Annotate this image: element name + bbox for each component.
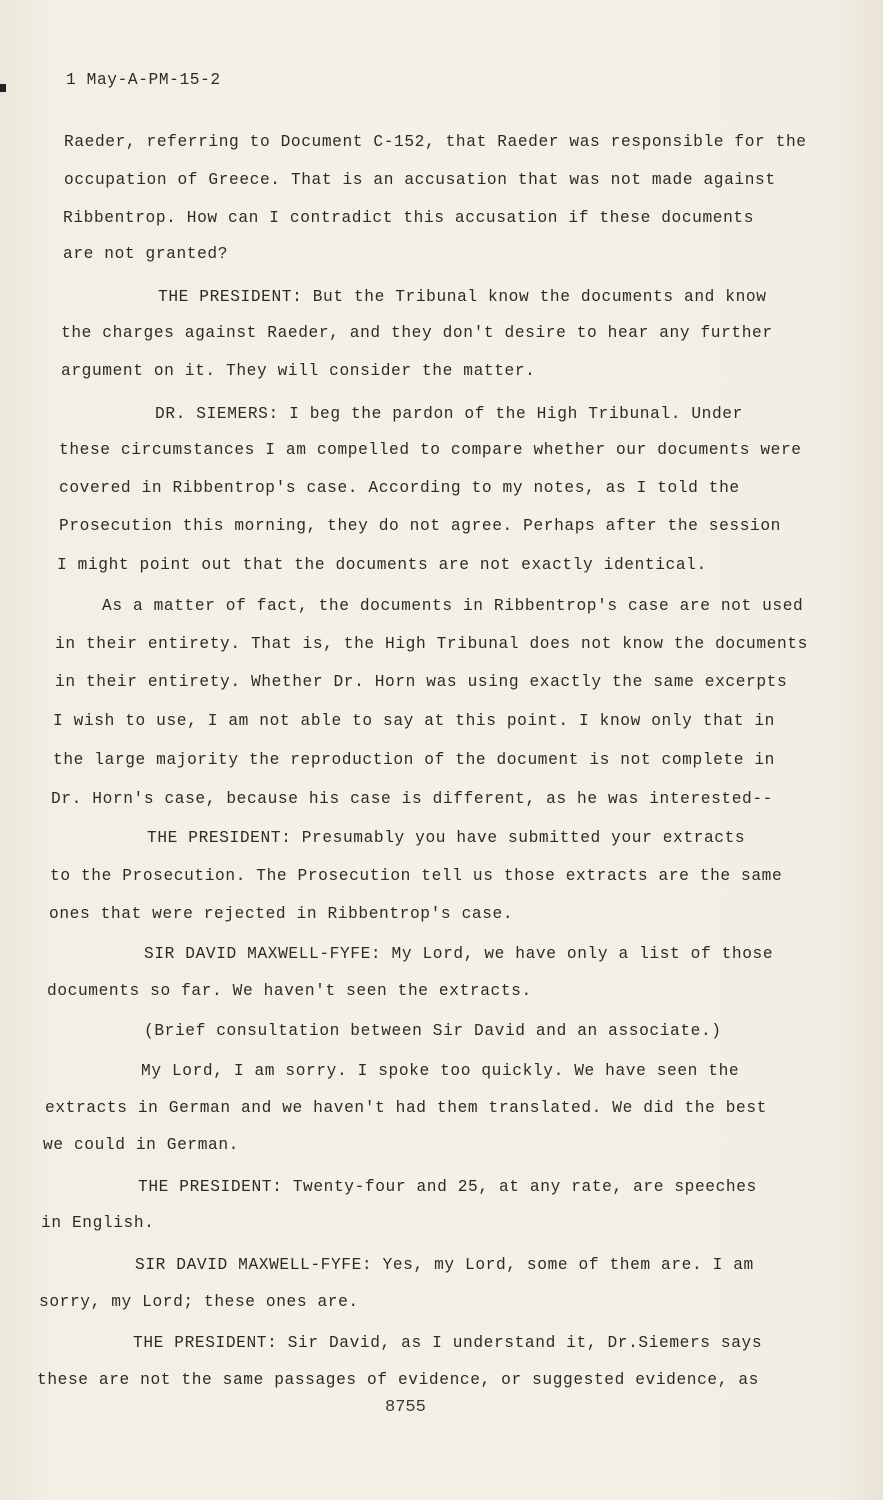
text-line: the charges against Raeder, and they don't desire to hear any further — [61, 324, 773, 342]
text-line: are not granted? — [63, 245, 229, 263]
text-line: documents so far. We haven't seen the extracts. — [47, 982, 532, 1000]
speaker-line: SIR DAVID MAXWELL-FYFE: Yes, my Lord, some of them are. I am — [135, 1256, 754, 1274]
page-number: 8755 — [385, 1398, 426, 1417]
text-line: we could in German. — [43, 1136, 239, 1154]
text-line: Dr. Horn's case, because his case is different, as he was interested-- — [51, 790, 773, 808]
text-line: As a matter of fact, the documents in Ribbentrop's case are not used — [102, 597, 804, 615]
text-line: My Lord, I am sorry. I spoke too quickly. We have seen the — [141, 1062, 740, 1080]
document-reference: 1 May-A-PM-15-2 — [66, 71, 221, 89]
text-line: Ribbentrop. How can I contradict this accusation if these documents — [63, 209, 755, 227]
text-line: covered in Ribbentrop's case. According to my notes, as I told the — [59, 479, 740, 497]
speaker-line: THE PRESIDENT: Twenty-four and 25, at any rate, are speeches — [138, 1178, 757, 1196]
speaker-line: SIR DAVID MAXWELL-FYFE: My Lord, we have only a list of those — [144, 945, 774, 963]
text-line: these circumstances I am compelled to compare whether our documents were — [59, 441, 802, 459]
text-line: extracts in German and we haven't had them translated. We did the best — [45, 1099, 767, 1117]
text-line: in English. — [41, 1214, 155, 1232]
text-line: to the Prosecution. The Prosecution tell us those extracts are the same — [50, 867, 783, 885]
text-line: sorry, my Lord; these ones are. — [39, 1293, 359, 1311]
text-line: in their entirety. Whether Dr. Horn was using exactly the same excerpts — [55, 673, 788, 691]
text-line: I might point out that the documents are not exactly identical. — [57, 556, 707, 574]
text-line: occupation of Greece. That is an accusation that was not made against — [64, 171, 776, 189]
stage-direction: (Brief consultation between Sir David and an associate.) — [144, 1022, 722, 1040]
text-line: Prosecution this morning, they do not agree. Perhaps after the session — [59, 517, 781, 535]
text-line: argument on it. They will consider the matter. — [61, 362, 536, 380]
speaker-line: DR. SIEMERS: I beg the pardon of the High Tribunal. Under — [155, 405, 743, 423]
text-line: in their entirety. That is, the High Tribunal does not know the documents — [55, 635, 808, 653]
text-line: Raeder, referring to Document C-152, that Raeder was responsible for the — [64, 133, 807, 151]
speaker-line: THE PRESIDENT: Sir David, as I understand it, Dr.Siemers says — [133, 1334, 763, 1352]
text-line: the large majority the reproduction of the document is not complete in — [53, 751, 775, 769]
speaker-line: THE PRESIDENT: Presumably you have submitted your extracts — [147, 829, 746, 847]
text-line: these are not the same passages of evidence, or suggested evidence, as — [37, 1371, 759, 1389]
text-line: I wish to use, I am not able to say at this point. I know only that in — [53, 712, 775, 730]
speaker-line: THE PRESIDENT: But the Tribunal know the documents and know — [158, 288, 767, 306]
punch-mark — [0, 84, 6, 92]
text-line: ones that were rejected in Ribbentrop's case. — [49, 905, 514, 923]
